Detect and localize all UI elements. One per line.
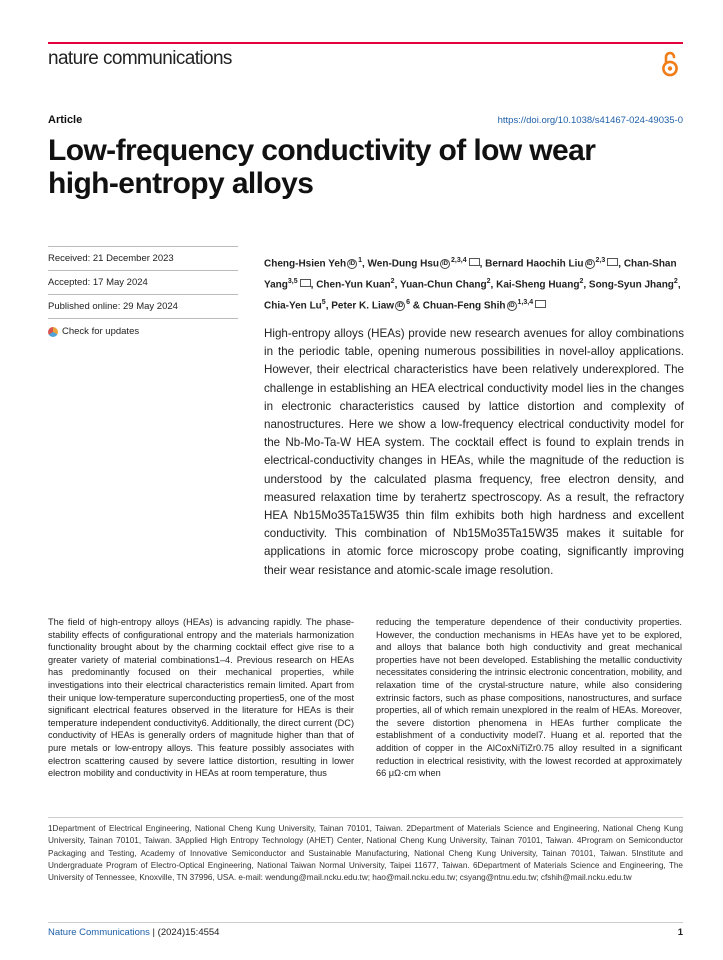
open-access-icon[interactable]: [661, 50, 679, 78]
author-affil: 1,3,4: [517, 298, 534, 306]
author-list: Cheng-Hsien Yeh $iD^1$, Wen-Dung Hsu iD$^{2,3,4}$ , Bernard Haochih Liu iD$^{2,3}$ , Chan-Shan Yang$^{3,5}$ , Chen-Yun Kuan$^2$, Yuan-Chun Chang$^2$, Kai-Sheng Huang$^2$, Song-Syun Jhang$^2$, Chia-Yen Lu$^5$, Peter K. Liaw $iD^6$ & Chuan-Feng Shih iD$^{1,3,4}$: [264, 257, 681, 311]
article-type: Article: [48, 114, 83, 126]
abstract: High-entropy alloys (HEAs) provide new research avenues for alloy combinations in the periodic table, opening numerous possibilities in novel-alloy applications. However, their electrical characteristics have been relatively underexplored. The challenge in establishing an HEA electrical conductivity model lies in the changes in electronic characteristics caused by lattice distortion and complexity of nanostructures. Here we show a low-frequency electrical conductivity model for the Nb-Mo-Ta-W HEA system. The cocktail effect is found to explain trends in electrical-conductivity changes in HEAs, while the magnitude of the reduction is understood by the calculated plasma frequency, free electron density, and measured relaxation time by terahertz spectroscopy. As a result, the refractory HEA Nb15Mo35Ta15W35 thin film exhibits both high hardness and excellent conductivity. This combination of Nb15Mo35Ta15W35 makes it suitable for applications in atomic force microscopy probe coating, significantly improving their wear resistance and atomic-scale image resolution.: [264, 327, 684, 577]
orcid-icon[interactable]: iD: [349, 261, 356, 268]
author-affil: 5: [321, 298, 326, 306]
author-name[interactable]: Chia-Yen Lu: [264, 299, 322, 311]
orcid-icon[interactable]: iD: [586, 261, 593, 268]
received-date: Received: 21 December 2023: [48, 253, 174, 264]
body-column-right: reducing the temperature dependence of their conductivity properties. However, the conduction mechanisms in HEAs have yet to be explored, and alloys that balance both high conductivity and great mechanical properties have not been developed. Establishing the metallic conductivity necessitates considering the intrinsic electronic concentration, mobility, and relaxation time of the crystal-structure nature, while also considering extrinsic factors, such as phase compositions, nanostructures, and surface properties, all of which remain unexplored in the realm of HEAs. Moreover, the severe distortion phenomena in HEAs further complicate the establishment of a conductivity model7. Huang et al. reported that the addition of copper in the AlCoxNiTiZr0.75 alloy resulted in a significant reduction in electrical resistivity, with the lowest recorded at approximately 66 μΩ·cm when: [376, 617, 682, 779]
affiliations: 1Department of Electrical Engineering, National Cheng Kung University, Tainan 70101, Taiwan. 2Department of Materials Science and Engineering, National Cheng Kung University, Tainan 70101, Taiwan. 3Applied High Entropy Technology (AHET) Center, National Cheng Kung University, Tainan 70101, Taiwan. 4Program on Semiconductor Packaging and Testing, Academy of Innovative Semiconductor and Sustainable Manufacturing, National Cheng Kung University, Tainan 70101, Taiwan. 5Institute and Undergraduate Program of Electro-Optical Engineering, National Taiwan Normal University, Taipei 11677, Taiwan. 6Department of Materials Science and Engineering, The University of Tennessee, Knoxville, TN 37996, USA. e-mail: wendung@mail.ncku.edu.tw; hao@mail.ncku.edu.tw; csyang@ntnu.edu.tw; cfshih@mail.ncku.edu.tw: [48, 824, 683, 883]
author-affil: 3,5: [287, 277, 298, 285]
footer-journal[interactable]: Nature Communications: [48, 927, 150, 938]
article-title: Low-frequency conductivity of low wear high-entropy alloys: [48, 134, 596, 200]
orcid-icon[interactable]: iD: [397, 302, 404, 309]
author-affil: 2: [390, 277, 395, 285]
check-updates-link[interactable]: [48, 326, 139, 337]
author-affil: 6: [406, 298, 410, 306]
doi-link[interactable]: https://doi.org/10.1038/s41467-024-49035-0: [497, 115, 683, 126]
author-affil: 2,3,4: [451, 257, 467, 264]
footer-volume: | (2024)15:4554: [149, 927, 220, 938]
page-number: 1: [677, 927, 683, 938]
orcid-icon[interactable]: iD: [442, 261, 449, 268]
email-icon[interactable]: [300, 279, 311, 287]
author-name[interactable]: Chuan-Feng Shih: [422, 299, 506, 311]
author-affil: 2: [486, 277, 491, 285]
author-affil: 1: [358, 257, 362, 264]
email-icon[interactable]: [607, 258, 618, 266]
header-rule: [48, 42, 683, 44]
email-icon[interactable]: [469, 258, 480, 266]
author-name[interactable]: Wen-Dung Hsu: [367, 258, 440, 270]
journal-name: nature communications: [48, 48, 232, 69]
author-name[interactable]: Bernard Haochih Liu: [485, 258, 584, 270]
author-name[interactable]: Peter K. Liaw: [331, 299, 395, 311]
published-date: Published online: 29 May 2024: [48, 301, 178, 312]
check-updates-label: Check for updates: [62, 326, 140, 337]
email-icon[interactable]: [535, 300, 546, 308]
footer-citation: [48, 927, 219, 938]
author-affil: 2: [673, 277, 678, 285]
body-column-left: The field of high-entropy alloys (HEAs) is advancing rapidly. The phase-stability effects of configurational entropy and the materials harmonization functionality brought about by the charming cocktail effect give rise to a greater variety of material combinations1–4. Previous research on HEAs has predominantly focused on their mechanical properties, while investigations into their electrical characteristics remain limited. Apart from their unique low-temperature superconducting properties5, one of the most significant electrical features observed in the literature for HEAs is their temperature independent conductivity6. Additionally, the direct current (DC) conductivity of HEAs is generally orders of magnitude higher than that of pure metals or low-entropy alloys. This feature possibly associates with electron scattering caused by severe lattice distortion, resulting in lower electron mobility and conductivity in HEAs at room temperature, thus: [48, 617, 354, 779]
author-name[interactable]: Chan-Shan Yang: [264, 258, 677, 291]
meta-divider: [48, 318, 238, 319]
author-name[interactable]: Chen-Yun Kuan: [316, 279, 391, 291]
meta-divider: [48, 270, 238, 271]
meta-divider: [48, 246, 238, 247]
accepted-date: Accepted: 17 May 2024: [48, 277, 148, 288]
meta-divider: [48, 294, 238, 295]
check-updates-icon: [48, 327, 58, 337]
author-name[interactable]: Cheng-Hsien Yeh: [264, 258, 347, 270]
author-name[interactable]: Kai-Sheng Huang: [496, 279, 580, 291]
author-affil: 2,3: [595, 257, 606, 264]
orcid-icon[interactable]: iD: [508, 302, 515, 309]
author-affil: 2: [579, 277, 584, 285]
author-name[interactable]: Yuan-Chun Chang: [399, 279, 487, 291]
footer-divider: [48, 922, 683, 923]
affiliation-divider: [48, 817, 683, 818]
author-name[interactable]: Song-Syun Jhang: [588, 279, 674, 291]
